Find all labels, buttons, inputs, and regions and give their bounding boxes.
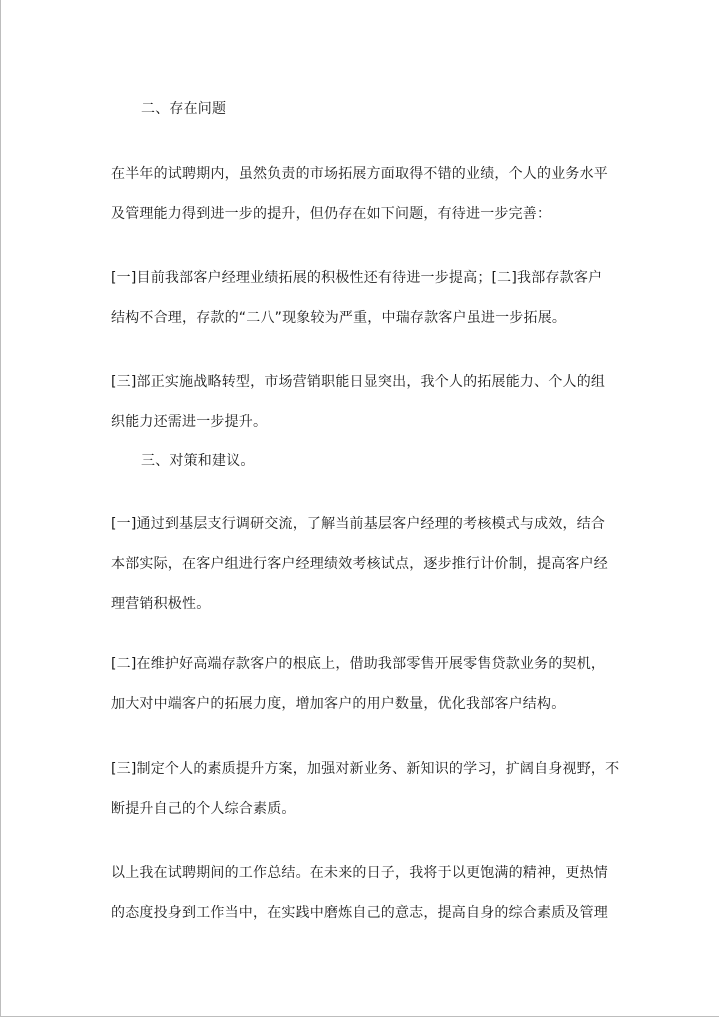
paragraph-line: [三]部正实施战略转型，市场营销职能日显突出，我个人的拓展能力、个人的组 — [111, 374, 606, 390]
paragraph-line: 结构不合理，存款的“二八”现象较为严重，中瑞存款客户虽进一步拓展。 — [111, 310, 567, 326]
paragraph-line: 的态度投身到工作当中，在实践中磨炼自己的意志，提高自身的综合素质及管理 — [111, 905, 608, 921]
paragraph-line: 本部实际，在客户组进行客户经理绩效考核试点，逐步推行计价制，提高客户经 — [111, 556, 608, 572]
paragraph-suggestion-3 — [111, 749, 620, 829]
paragraph-line: 以上我在试聘期间的工作总结。在未来的日子，我将于以更饱满的精神，更热情 — [111, 865, 608, 881]
paragraph-line: 断提升自己的个人综合素质。 — [111, 801, 296, 817]
paragraph-line: 理营销积极性。 — [111, 596, 211, 612]
section-three-heading: 三、对策和建议。 — [141, 453, 255, 469]
paragraph-line: [二]在维护好高端存款客户的根底上，借助我部零售开展零售贷款业务的契机， — [111, 656, 606, 672]
paragraph-suggestion-2 — [111, 644, 607, 724]
paragraph-conclusion — [111, 853, 607, 933]
paragraph-issue-3 — [111, 362, 607, 442]
paragraph-line: [三]制定个人的素质提升方案，加强对新业务、新知识的学习，扩阔自身视野，不 — [111, 761, 620, 777]
paragraph-intro — [111, 154, 607, 234]
paragraph-line: 织能力还需进一步提升。 — [111, 414, 268, 430]
paragraph-line: 及管理能力得到进一步的提升，但仍存在如下问题，有待进一步完善： — [111, 206, 552, 222]
paragraph-suggestion-1 — [111, 504, 607, 624]
paragraph-line: [一]目前我部客户经理业绩拓展的积极性还有待进一步提高；[二]我部存款客户 — [111, 270, 603, 286]
paragraph-line: 加大对中端客户的拓展力度，增加客户的用户数量，优化我部客户结构。 — [111, 696, 566, 712]
section-two-heading: 二、存在问题 — [141, 101, 227, 117]
paragraph-line: [一]通过到基层支行调研交流，了解当前基层客户经理的考核模式与成效，结合 — [111, 516, 606, 532]
paragraph-issue-1-2 — [111, 258, 607, 338]
paragraph-line: 在半年的试聘期内，虽然负责的市场拓展方面取得不错的业绩，个人的业务水平 — [111, 166, 608, 182]
